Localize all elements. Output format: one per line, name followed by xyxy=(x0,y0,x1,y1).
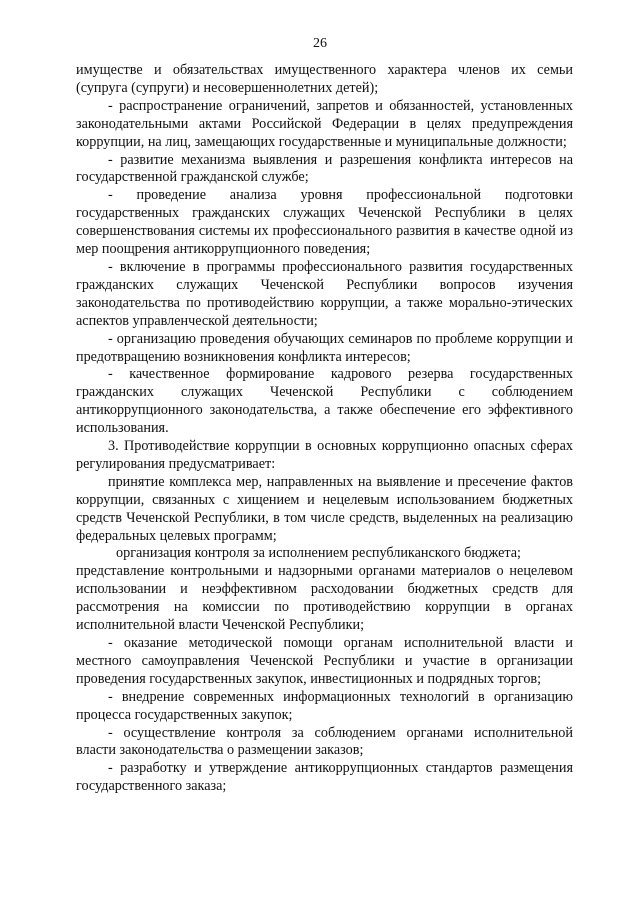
paragraph: - осуществление контроля за соблюдением органами исполнительной власти законодательства о размещении заказов; xyxy=(76,724,573,759)
paragraph: - распространение ограничений, запретов и обязанностей, установленных законодательными актами Российской Федерации в целях предупреждения коррупции, на лиц, замещающих государственные и муниципальные должности; xyxy=(76,97,573,150)
paragraph: - проведение анализа уровня профессиональной подготовки государственных гражданских служащих Чеченской Республики в целях совершенствования системы их профессионального развития в качестве одной из мер поощрения антикоррупционного поведения; xyxy=(76,187,573,258)
paragraph: - организацию проведения обучающих семинаров по проблеме коррупции и предотвращению возникновения конфликта интересов; xyxy=(76,330,573,365)
paragraph: - включение в программы профессионального развития государственных гражданских служащих Чеченской Республики вопросов изучения законодательства по противодействию коррупции, а также морально-этических аспектов управленческой деятельности; xyxy=(76,258,573,329)
paragraph: - разработку и утверждение антикоррупционных стандартов размещения государственного заказа; xyxy=(76,760,573,795)
paragraph: 3. Противодействие коррупции в основных коррупционно опасных сферах регулирования предусматривает: xyxy=(76,438,573,472)
paragraph: имуществе и обязательствах имущественного характера членов их семьи (супруга (супруги) и несовершеннолетних детей); xyxy=(76,62,573,96)
paragraph: принятие комплекса мер, направленных на выявление и пресечение фактов коррупции, связанных с хищением и нецелевым использованием бюджетных средств Чеченской Республики, в том числе средств, выделенных на реализацию федеральных целевых программ; xyxy=(76,473,573,544)
paragraph: - внедрение современных информационных технологий в организацию процесса государственных закупок; xyxy=(76,688,573,723)
paragraph: представление контрольными и надзорными органами материалов о нецелевом использовании и неэффективном расходовании бюджетных средств для рассмотрения на комиссии по противодействию коррупции в органах исполнительной власти Чеченской Республики; xyxy=(76,563,573,634)
paragraph: - развитие механизма выявления и разрешения конфликта интересов на государственной гражданской службе; xyxy=(76,151,573,186)
paragraph: - оказание методической помощи органам исполнительной власти и местного самоуправления Чеченской Республики и участие в организации проведения государственных закупок, инвестиционных и подрядных торгов; xyxy=(76,635,573,687)
page-number: 26 xyxy=(313,36,327,51)
paragraph: - качественное формирование кадрового резерва государственных гражданских служащих Чеченской Республики с соблюдением антикоррупционного законодательства, а также обеспечение его эффективного использования. xyxy=(76,366,573,437)
document-body xyxy=(76,62,573,796)
paragraph: организация контроля за исполнением республиканского бюджета; xyxy=(116,545,521,562)
